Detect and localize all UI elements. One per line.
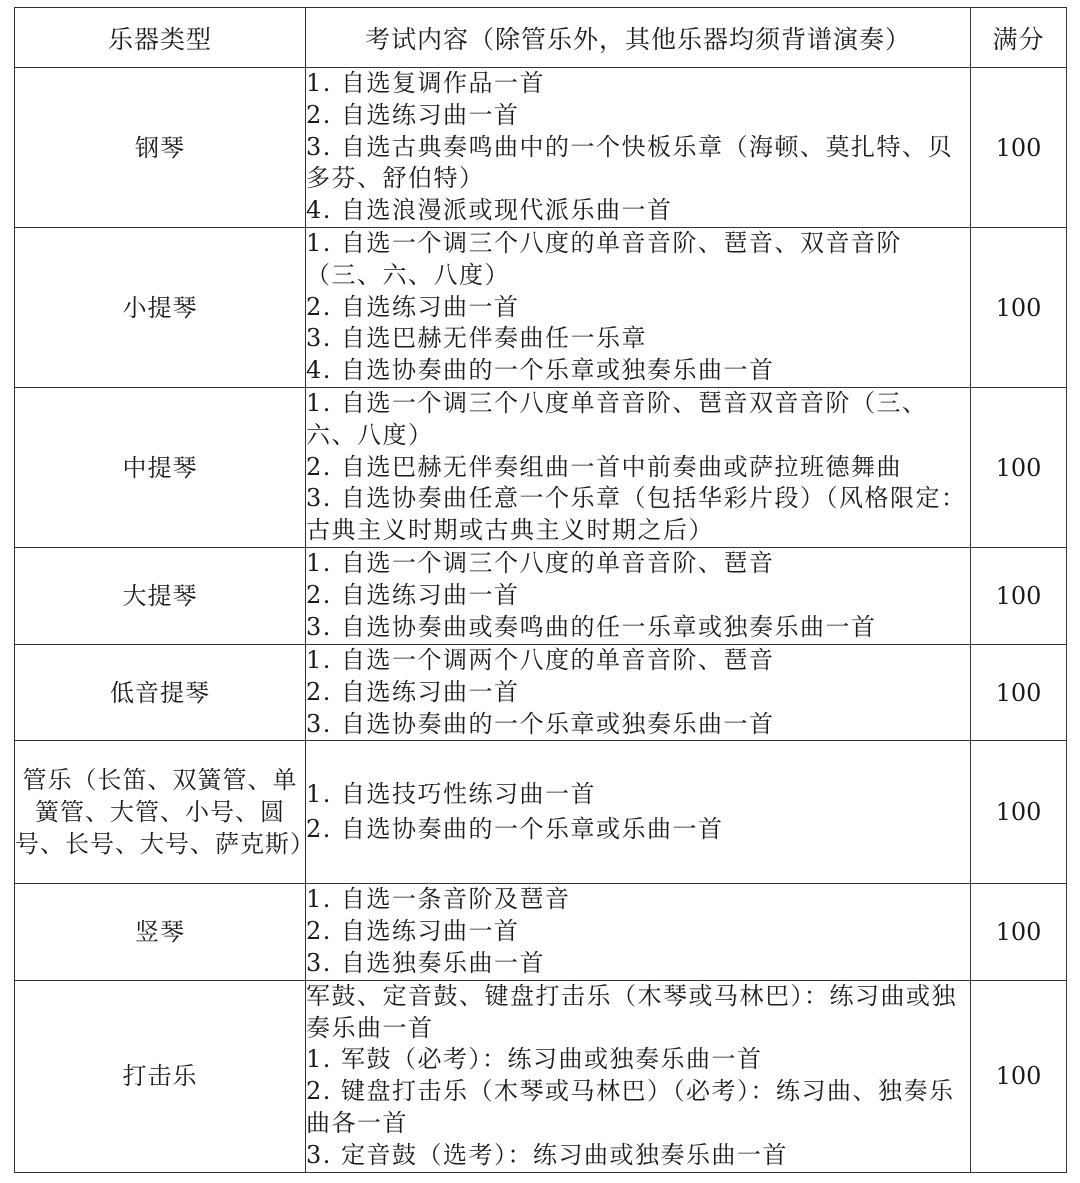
full-score: 100 xyxy=(971,741,1067,884)
full-score: 100 xyxy=(971,228,1067,388)
instrument-type: 竖琴 xyxy=(15,884,306,980)
content-line: 3. 自选协奏曲或奏鸣曲的任一乐章或独奏乐曲一首 xyxy=(306,612,877,641)
instrument-type: 钢琴 xyxy=(15,68,306,228)
instrument-type: 小提琴 xyxy=(15,228,306,388)
table-row xyxy=(15,388,1067,548)
content-line: 1. 自选一个调两个八度的单音音阶、琶音 xyxy=(306,646,775,674)
content-line: 1. 自选技巧性练习曲一首 xyxy=(306,780,597,809)
instrument-type: 大提琴 xyxy=(15,548,306,645)
table-row xyxy=(15,884,1067,980)
content-line: 2. 自选练习曲一首 xyxy=(306,292,520,321)
content-line: 1. 自选一条音阶及琶音 xyxy=(306,885,571,914)
header-exam-content: 考试内容（除管乐外，其他乐器均须背谱演奏） xyxy=(306,8,971,68)
content-line: 军鼓、定音鼓、键盘打击乐（木琴或马林巴）：练习曲或独奏乐曲一首 xyxy=(306,981,957,1042)
exam-content xyxy=(306,68,971,228)
instrument-type: 管乐（长笛、双簧管、单簧管、大管、小号、圆号、长号、大号、萨克斯） xyxy=(15,741,306,884)
full-score: 100 xyxy=(971,884,1067,980)
content-line: 3. 定音鼓（选考）：练习曲或独奏乐曲一首 xyxy=(306,1140,789,1169)
content-line: 2. 自选协奏曲的一个乐章或乐曲一首 xyxy=(306,815,724,844)
header-full-score: 满分 xyxy=(971,8,1067,68)
content-line: 2. 自选巴赫无伴奏组曲一首中前奏曲或萨拉班德舞曲 xyxy=(306,452,903,481)
exam-content xyxy=(306,228,971,388)
content-line: 4. 自选浪漫派或现代派乐曲一首 xyxy=(306,196,673,225)
content-line: 3. 自选协奏曲的一个乐章或独奏乐曲一首 xyxy=(306,709,775,738)
table-row xyxy=(15,980,1067,1172)
content-line: 3. 自选古典奏鸣曲中的一个快板乐章（海顿、莫扎特、贝多芬、舒伯特） xyxy=(306,132,954,193)
content-line: 1. 自选复调作品一首 xyxy=(306,69,546,97)
content-line: 1. 自选一个调三个八度的单音音阶、琶音 xyxy=(306,549,775,578)
table-row xyxy=(15,645,1067,741)
table-row xyxy=(15,228,1067,388)
full-score: 100 xyxy=(971,68,1067,228)
instrument-type: 中提琴 xyxy=(15,388,306,548)
content-line: 1. 自选一个调三个八度的单音音阶、琶音、双音音阶（三、六、八度） xyxy=(306,229,903,289)
content-line: 4. 自选协奏曲的一个乐章或独奏乐曲一首 xyxy=(306,356,775,385)
exam-content xyxy=(306,548,971,645)
instrument-type: 低音提琴 xyxy=(15,645,306,741)
header-row xyxy=(15,8,1067,68)
table-row xyxy=(15,68,1067,228)
content-line: 2. 自选练习曲一首 xyxy=(306,100,520,129)
exam-content xyxy=(306,884,971,980)
content-line: 3. 自选巴赫无伴奏曲任一乐章 xyxy=(306,324,648,353)
exam-requirements-table xyxy=(14,7,1067,1173)
content-line: 3. 自选独奏乐曲一首 xyxy=(306,948,546,977)
table-row xyxy=(15,548,1067,645)
content-line: 2. 自选练习曲一首 xyxy=(306,581,520,610)
content-line: 2. 自选练习曲一首 xyxy=(306,677,520,706)
exam-content xyxy=(306,980,971,1172)
header-instrument-type: 乐器类型 xyxy=(15,8,306,68)
full-score: 100 xyxy=(971,645,1067,741)
content-line: 1. 自选一个调三个八度单音音阶、琶音双音音阶（三、六、八度） xyxy=(306,389,928,449)
exam-content xyxy=(306,645,971,741)
exam-content xyxy=(306,741,971,884)
full-score: 100 xyxy=(971,980,1067,1172)
content-line: 2. 键盘打击乐（木琴或马林巴）（必考）：练习曲、独奏乐曲各一首 xyxy=(306,1077,955,1138)
instrument-type: 打击乐 xyxy=(15,980,306,1172)
content-line: 1. 军鼓（必考）：练习曲或独奏乐曲一首 xyxy=(306,1045,763,1074)
content-line: 2. 自选练习曲一首 xyxy=(306,917,520,946)
full-score: 100 xyxy=(971,388,1067,548)
table-row xyxy=(15,741,1067,884)
full-score: 100 xyxy=(971,548,1067,645)
exam-content xyxy=(306,388,971,548)
content-line: 3. 自选协奏曲任意一个乐章（包括华彩片段）（风格限定：古典主义时期或古典主义时期之后） xyxy=(306,484,967,545)
